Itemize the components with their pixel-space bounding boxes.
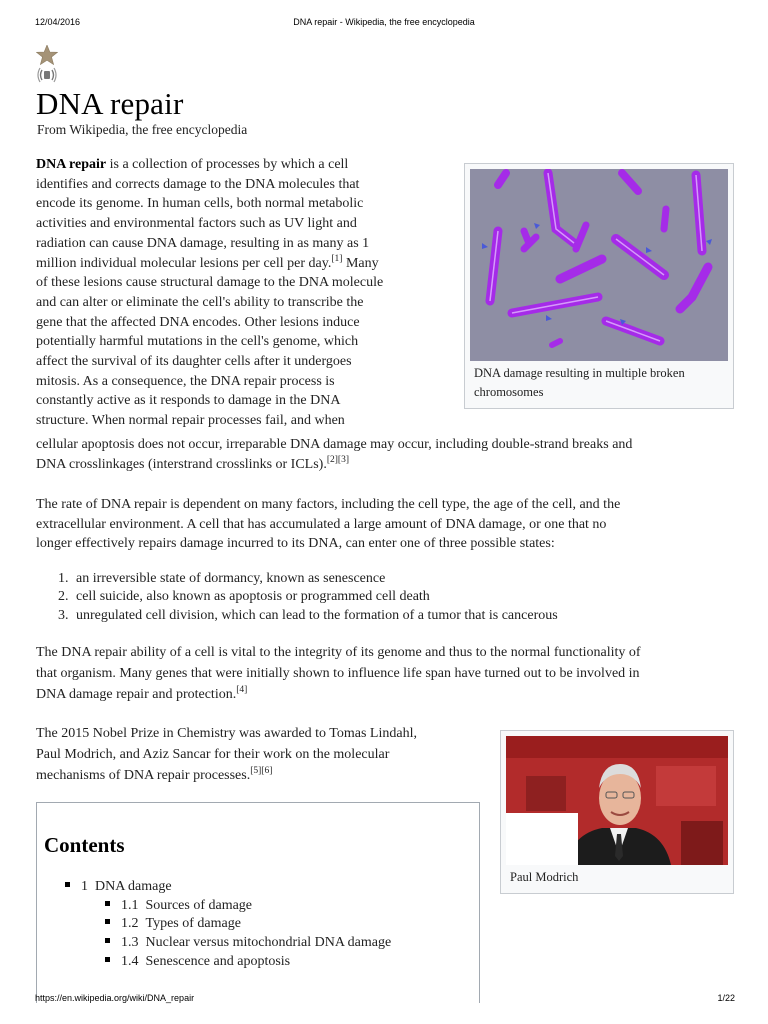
spoken-article-icon[interactable] [37, 67, 57, 83]
list-item: 2. cell suicide, also known as apoptosis or programmed cell death [58, 589, 430, 605]
page-subtitle: From Wikipedia, the free encyclopedia [37, 122, 248, 137]
figure-paul-modrich [500, 730, 734, 894]
paragraph-genome-integrity: The DNA repair ability of a cell is vital to the integrity of its genome and thus to the normal functionality of that organism. Many genes that were initially shown to influence life span have turned out to be involved in DNA damage repair and protection.[4] [36, 645, 641, 702]
featured-star-icon [36, 45, 58, 65]
portrait-photo[interactable] [506, 736, 728, 865]
paragraph-repair-rate: The rate of DNA repair is dependent on many factors, including the cell type, the age of the cell, and the extracellular environment. A cell that has accumulated a large amount of DNA damage, or one that no longer effectively repairs damage incurred to its DNA, can enter one of three possible states: [36, 497, 621, 552]
list-item: 1. an irreversible state of dormancy, known as senescence [58, 571, 386, 586]
intro-paragraph-narrow: DNA repair is a collection of processes by which a cell identifies and corrects damage to the DNA molecules that encode its genome. In human cells, both normal metabolic activities and environmental factors such as UV light and radiation can cause DNA damage, resulting in as many as 1 million individual molecular lesions per cell per day.[1] Many of these lesions cause structural damage to the DNA molecule and can alter or eliminate the cell's ability to transcribe the gene that the affected DNA encodes. Other lesions induce potentially harmful mutations in the cell's genome, which affect the survival of its daughter cells after it undergoes mitosis. As a consequence, the DNA repair process is constantly active as it responds to damage in the DNA structure. When normal repair processes fail, and when [36, 157, 384, 429]
print-window-title: DNA repair - Wikipedia, the free encyclopedia [293, 17, 475, 27]
paragraph-nobel-prize: The 2015 Nobel Prize in Chemistry was awarded to Tomas Lindahl, Paul Modrich, and Aziz Sancar for their work on the molecular mechanisms of DNA repair processes.[5][6] [36, 726, 417, 783]
list-item: 3. unregulated cell division, which can lead to the formation of a tumor that is cancerous [58, 607, 558, 623]
print-date: 12/04/2016 [35, 17, 81, 27]
footer-page-number: 1/22 [717, 993, 735, 1003]
intro-paragraph-wide: cellular apoptosis does not occur, irreparable DNA damage may occur, including double-strand breaks and DNA crosslinkages (interstrand crosslinks or ICLs).[2][3] [36, 437, 633, 472]
citation-1[interactable]: [1] [331, 253, 343, 264]
footer-url: https://en.wikipedia.org/wiki/DNA_repair [35, 993, 195, 1003]
table-of-contents [36, 802, 480, 1003]
toc-item-nuclear-vs-mitochondrial[interactable]: 1.3 Nuclear versus mitochondrial DNA damage [105, 935, 391, 951]
figure-caption: Paul Modrich [510, 870, 579, 884]
figure-chromosomes [464, 163, 734, 409]
cell-states-list [58, 570, 558, 625]
citation-2-3[interactable]: [2][3] [326, 454, 349, 465]
intro-bold-term: DNA repair [36, 157, 107, 172]
toc-item-sources-of-damage[interactable]: 1.1 Sources of damage [105, 898, 252, 914]
figure-caption: DNA damage resulting in multiple broken chromosomes [474, 366, 685, 399]
page-title: DNA repair [36, 86, 184, 121]
chromosome-image[interactable] [470, 169, 728, 361]
toc-title: Contents [44, 833, 125, 857]
toc-item-types-of-damage[interactable]: 1.2 Types of damage [105, 916, 241, 932]
toc-item-senescence-apoptosis[interactable]: 1.4 Senescence and apoptosis [105, 954, 290, 970]
citation-5-6[interactable]: [5][6] [250, 766, 273, 776]
citation-4[interactable]: [4] [236, 685, 248, 695]
toc-item-dna-damage[interactable]: 1 DNA damage [65, 879, 172, 895]
